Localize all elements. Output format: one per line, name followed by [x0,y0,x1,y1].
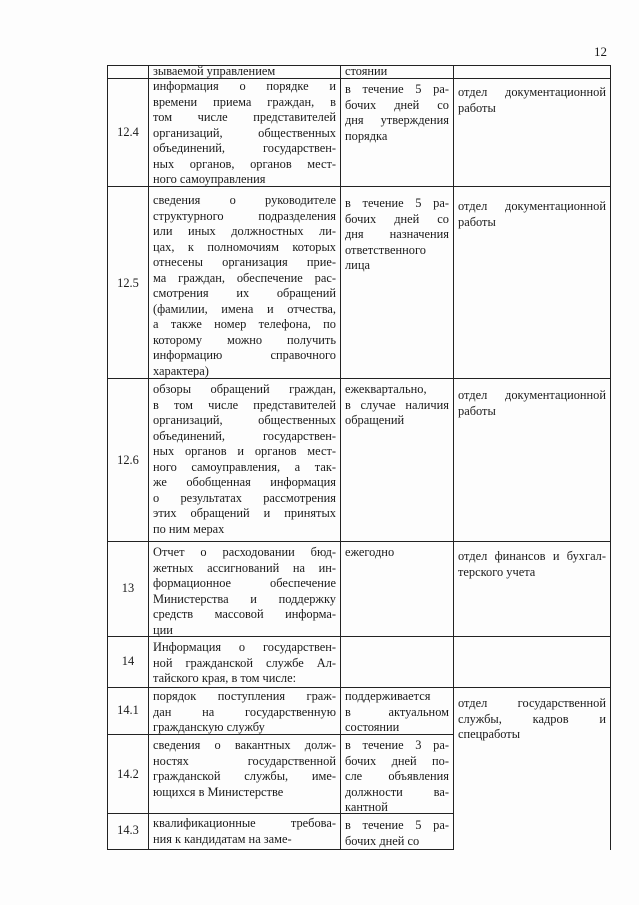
row-12-6-text [153,382,336,537]
border-v [148,65,149,850]
text-line: обращений [345,413,405,427]
text-line: дан на государственную [153,704,336,719]
row-12-6-term [345,382,449,429]
text-line: работы [458,214,496,229]
text-line: организаций, общественных [153,125,336,140]
text-line: Отчет о расходовании бюд- [153,545,336,559]
text-line: ния к кандидатам на заме- [153,831,292,846]
row-13-number: 13 [121,581,135,595]
text-line: ответственного [345,242,426,257]
text-line: ющихся в Министерстве [153,784,284,799]
text-line: бочих дней со [345,211,449,226]
text-line: информация о порядке и [153,79,336,93]
text-line: в актуальном [345,704,449,719]
row-13-term [345,545,449,561]
text-line: или иных должностных ли- [153,224,336,238]
text-line: работы [458,100,496,115]
text-line: порядок поступления граж- [153,689,336,703]
text-line: объединений, государствен- [153,428,336,443]
text-line: порядка [345,128,388,143]
row-12-4-text [153,79,336,188]
border-v [453,65,454,850]
text-line: ции [153,622,173,637]
row-14-2-number: 14.2 [117,767,139,781]
text-line: в случае наличия [345,397,449,412]
text-line: обзоры обращений граждан, [153,382,336,396]
text-line: цах, к полномочиям которых [153,239,336,254]
text-line: том числе представителей [153,110,336,124]
text-line: тайского края, в том числе: [153,671,297,685]
border-h [107,687,611,688]
text-line: ностях государственной [153,753,336,768]
text-line: информацию справочного [153,348,336,362]
text-line: этих обращений и принятых [153,506,336,520]
text-line: ных органов и органов мест- [153,444,336,458]
text-line: ной гражданской службе Ал- [153,655,336,670]
text-line: времени приема граждан, в [153,94,336,109]
text-line: сведения о руководителе [153,193,336,207]
text-line: должности ва- [345,784,449,799]
text-line: а также номер телефона, по [153,317,336,331]
text-line: в течение 5 ра- [345,818,449,832]
text-line: Информация о государствен- [153,640,336,654]
text-line: ежеквартально, [345,382,427,396]
row-cont-term [345,64,449,80]
text-line: ма граждан, обеспечение рас- [153,270,336,285]
text-line: Министерства и поддержку [153,591,336,606]
text-line: объединений, государствен- [153,141,336,155]
row-12-5-text [153,193,336,379]
row-12-4-number: 12.4 [117,125,139,139]
border-v [340,65,341,850]
text-line: ных органов, органов мест- [153,156,336,171]
page-number: 12 [594,44,607,59]
text-line: спецработы [458,727,521,741]
text-line: состоянии [345,720,400,734]
text-line: отдел финансов и бухгал- [458,549,606,563]
text-line: отдел документационной [458,85,606,99]
row-14-3-text [153,816,336,847]
text-line: терского учета [458,564,536,579]
text-line: формационное обеспечение [153,576,336,590]
text-line: средств массовой информа- [153,607,336,621]
text-line: отдел документационной [458,199,606,213]
row-12-5-term [345,196,449,274]
text-line: сле объявления [345,769,449,783]
text-line: кантной [345,800,388,814]
row-14-1-term [345,689,449,736]
border-h [107,541,611,542]
row-14-3-number: 14.3 [117,823,139,837]
row-13-text [153,545,336,638]
text-line: ного самоуправления, а так- [153,459,336,474]
row-12-6-responsible [458,388,606,419]
text-line: в течение 5 ра- [345,196,449,210]
row-12-6-number: 12.6 [117,453,139,467]
row-14-2-text [153,738,336,800]
text-line: отнесены организация прие- [153,255,336,269]
row-cont-text [153,64,336,80]
text-line: (фамилии, имена и отчества, [153,301,336,316]
text-line: отдел государственной [458,696,606,710]
text-line: жетных ассигнований на ин- [153,560,336,575]
row-14-1-responsible [458,696,606,743]
row-12-5-responsible [458,199,606,230]
text-line: стоянии [345,64,388,78]
text-line: в течение 5 ра- [345,82,449,96]
text-line: поддерживается [345,689,431,703]
border-v [610,65,611,850]
row-12-4-term [345,82,449,144]
text-line: в течение 3 ра- [345,738,449,752]
text-line: гражданскую службу [153,720,265,734]
text-line: ежегодно [345,545,395,559]
row-14-number: 14 [121,654,135,668]
text-line: квалификационные требова- [153,816,336,830]
text-line: лица [345,258,370,272]
text-line: смотрения их обращений [153,286,336,300]
row-14-1-text [153,689,336,736]
text-line: же обобщенная информация [153,475,336,489]
text-line: бочих дней по- [345,753,449,768]
text-line: характера) [153,363,209,378]
text-line: службы, кадров и [458,711,606,726]
row-14-3-term [345,818,449,849]
text-line: дня утверждения [345,113,449,127]
text-line: структурного подразделения [153,208,336,223]
row-13-responsible [458,549,606,580]
text-line: отдел документационной [458,388,606,402]
text-line: по ним мерах [153,521,225,536]
row-14-2-term [345,738,449,816]
text-line: зываемой управлением [153,64,276,78]
text-line: о результатах рассмотрения [153,490,336,505]
text-line: сведения о вакантных долж- [153,738,336,752]
text-line: которому можно получить [153,332,336,347]
text-line: работы [458,403,496,418]
document-table [107,65,611,850]
text-line: бочих дней со [345,97,449,112]
row-14-text [153,640,336,687]
row-12-5-number: 12.5 [117,276,139,290]
text-line: бочих дней со [345,833,420,848]
text-line: гражданской службы, име- [153,769,336,783]
row-12-4-responsible [458,85,606,116]
text-line: в том числе представителей [153,397,336,412]
row-14-1-number: 14.1 [117,703,139,717]
text-line: организаций, общественных [153,413,336,427]
text-line: дня назначения [345,227,449,241]
border-h [107,849,453,850]
text-line: ного самоуправления [153,172,266,186]
